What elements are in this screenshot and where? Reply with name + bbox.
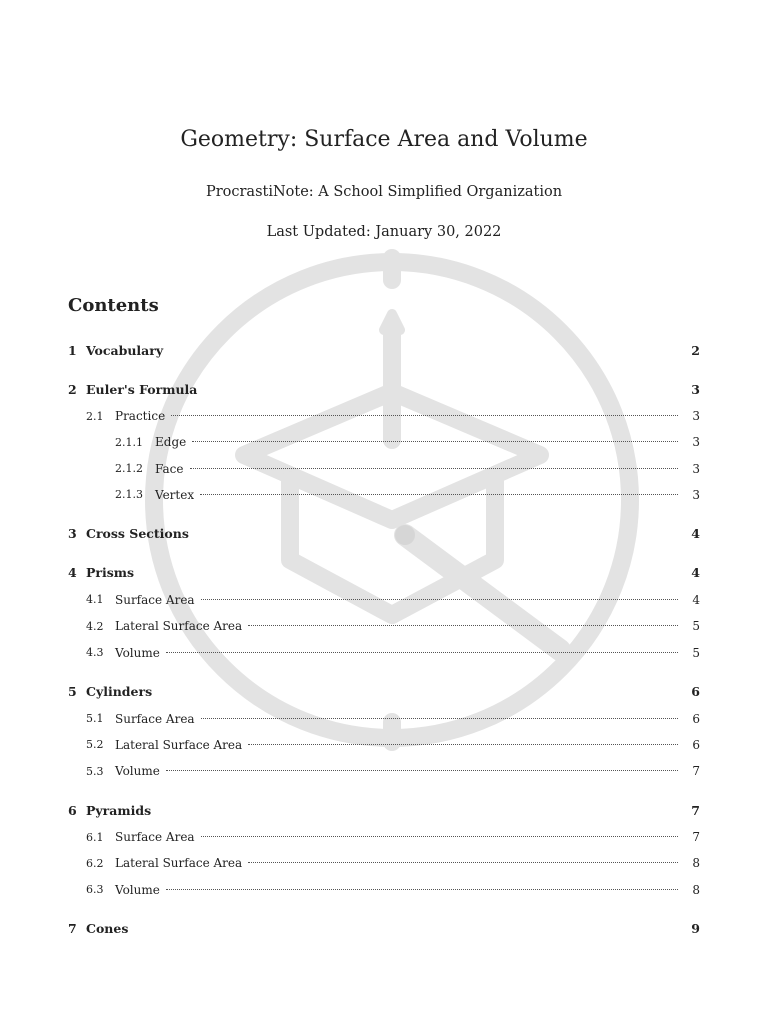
toc-entry[interactable] xyxy=(0,406,768,426)
toc-entry-number: 2 xyxy=(68,381,77,397)
toc-entry-page: 3 xyxy=(692,461,700,476)
toc-entry-number: 2.1.1 xyxy=(115,435,143,449)
toc-entry-label: Lateral Surface Area xyxy=(115,856,243,871)
toc-dot-leader xyxy=(248,744,678,745)
toc-entry-label: Euler's Formula xyxy=(86,381,198,397)
toc-entry-number: 6 xyxy=(68,802,77,818)
toc-entry-number: 4.1 xyxy=(86,593,104,607)
last-updated: Last Updated: January 30, 2022 xyxy=(266,224,502,240)
toc-entry[interactable] xyxy=(0,919,768,939)
toc-entry[interactable] xyxy=(0,761,768,781)
toc-entry-number: 2.1.3 xyxy=(115,488,143,502)
toc-entry[interactable] xyxy=(0,800,768,820)
toc-entry-page: 3 xyxy=(692,409,700,423)
toc-entry-page: 3 xyxy=(692,435,700,450)
toc-entry-number: 4.3 xyxy=(86,646,104,659)
toc-entry[interactable] xyxy=(0,563,768,583)
toc-entry[interactable] xyxy=(0,735,768,755)
toc-entry-label: Volume xyxy=(115,882,160,897)
toc-entry-number: 5.3 xyxy=(86,764,104,778)
toc-entry-label: Vocabulary xyxy=(86,342,164,358)
toc-entry-page: 5 xyxy=(692,619,700,634)
toc-entry-label: Cross Sections xyxy=(86,526,189,542)
toc-entry[interactable] xyxy=(0,379,768,399)
toc-entry-page: 7 xyxy=(691,802,700,818)
toc-entry-number: 5.2 xyxy=(86,738,104,752)
toc-entry-number: 5 xyxy=(68,684,77,699)
toc-entry-page: 3 xyxy=(692,487,700,502)
toc-dot-leader xyxy=(190,468,678,469)
toc-entry-label: Face xyxy=(155,461,184,476)
toc-entry-number: 7 xyxy=(68,921,77,937)
toc-dot-leader xyxy=(166,652,678,653)
toc-entry[interactable] xyxy=(0,827,768,847)
toc-dot-leader xyxy=(201,599,678,600)
toc-entry-page: 4 xyxy=(691,565,700,581)
toc-entry-page: 7 xyxy=(692,764,700,779)
toc-entry-page: 6 xyxy=(692,737,700,752)
toc-entry[interactable] xyxy=(0,709,768,729)
toc-entry-label: Surface Area xyxy=(115,592,195,607)
toc-entry[interactable] xyxy=(0,880,768,900)
toc-entry-number: 6.3 xyxy=(86,883,104,897)
toc-dot-leader xyxy=(166,889,678,890)
toc-entry-number: 2.1 xyxy=(86,409,104,423)
toc-entry[interactable] xyxy=(0,590,768,610)
toc-entry[interactable] xyxy=(0,485,768,505)
toc-entry[interactable] xyxy=(0,432,768,452)
toc-entry[interactable] xyxy=(0,643,768,663)
toc-entry-label: Volume xyxy=(115,764,160,779)
toc-entry-page: 6 xyxy=(691,684,700,699)
toc-entry-number: 1 xyxy=(68,342,77,358)
toc-entry-number: 4.2 xyxy=(86,619,104,633)
toc-entry-page: 9 xyxy=(691,921,700,937)
toc-entry-number: 2.1.2 xyxy=(115,462,143,476)
toc-dot-leader xyxy=(248,625,678,626)
toc-entry-page: 8 xyxy=(692,856,700,871)
toc-entry-page: 8 xyxy=(692,882,700,897)
toc-entry[interactable] xyxy=(0,682,768,702)
toc-entry-page: 7 xyxy=(692,830,700,845)
toc-dot-leader xyxy=(171,415,678,416)
document-title: Geometry: Surface Area and Volume xyxy=(180,127,588,152)
organization-subtitle: ProcrastiNote: A School Simplified Organization xyxy=(205,184,563,200)
toc-entry-page: 4 xyxy=(692,592,700,607)
toc-entry-page: 5 xyxy=(692,645,700,660)
toc-entry-label: Volume xyxy=(115,645,160,660)
toc-dot-leader xyxy=(201,718,678,719)
toc-entry-label: Pyramids xyxy=(86,802,152,818)
toc-entry-label: Vertex xyxy=(155,487,195,502)
toc-entry-label: Surface Area xyxy=(115,711,195,726)
toc-entry[interactable] xyxy=(0,524,768,544)
toc-entry-label: Practice xyxy=(115,409,166,423)
toc-entry[interactable] xyxy=(0,853,768,873)
toc-dot-leader xyxy=(200,494,678,495)
toc-entry-label: Edge xyxy=(155,435,187,450)
toc-entry-label: Cylinders xyxy=(86,684,153,699)
toc-entry-number: 4 xyxy=(68,565,77,581)
toc-entry-page: 2 xyxy=(691,342,700,358)
toc-dot-leader xyxy=(248,862,678,863)
toc-dot-leader xyxy=(192,441,678,442)
toc-entry-number: 3 xyxy=(68,526,77,542)
toc-entry-page: 3 xyxy=(691,381,700,397)
toc-entry[interactable] xyxy=(0,459,768,479)
toc-entry-label: Surface Area xyxy=(115,830,195,845)
toc-entry[interactable] xyxy=(0,340,768,360)
toc-dot-leader xyxy=(201,836,678,837)
toc-entry-page: 4 xyxy=(691,526,700,542)
toc-entry-number: 6.2 xyxy=(86,856,104,870)
toc-entry-label: Prisms xyxy=(86,565,135,581)
toc-entry-number: 6.1 xyxy=(86,830,104,844)
contents-heading: Contents xyxy=(68,295,159,316)
toc-entry-label: Lateral Surface Area xyxy=(115,619,243,634)
toc-entry-number: 5.1 xyxy=(86,712,104,725)
toc-entry-label: Lateral Surface Area xyxy=(115,737,243,752)
toc-entry-label: Cones xyxy=(86,921,129,937)
toc-entry[interactable] xyxy=(0,616,768,636)
toc-dot-leader xyxy=(166,770,678,771)
toc-entry-page: 6 xyxy=(692,711,700,726)
